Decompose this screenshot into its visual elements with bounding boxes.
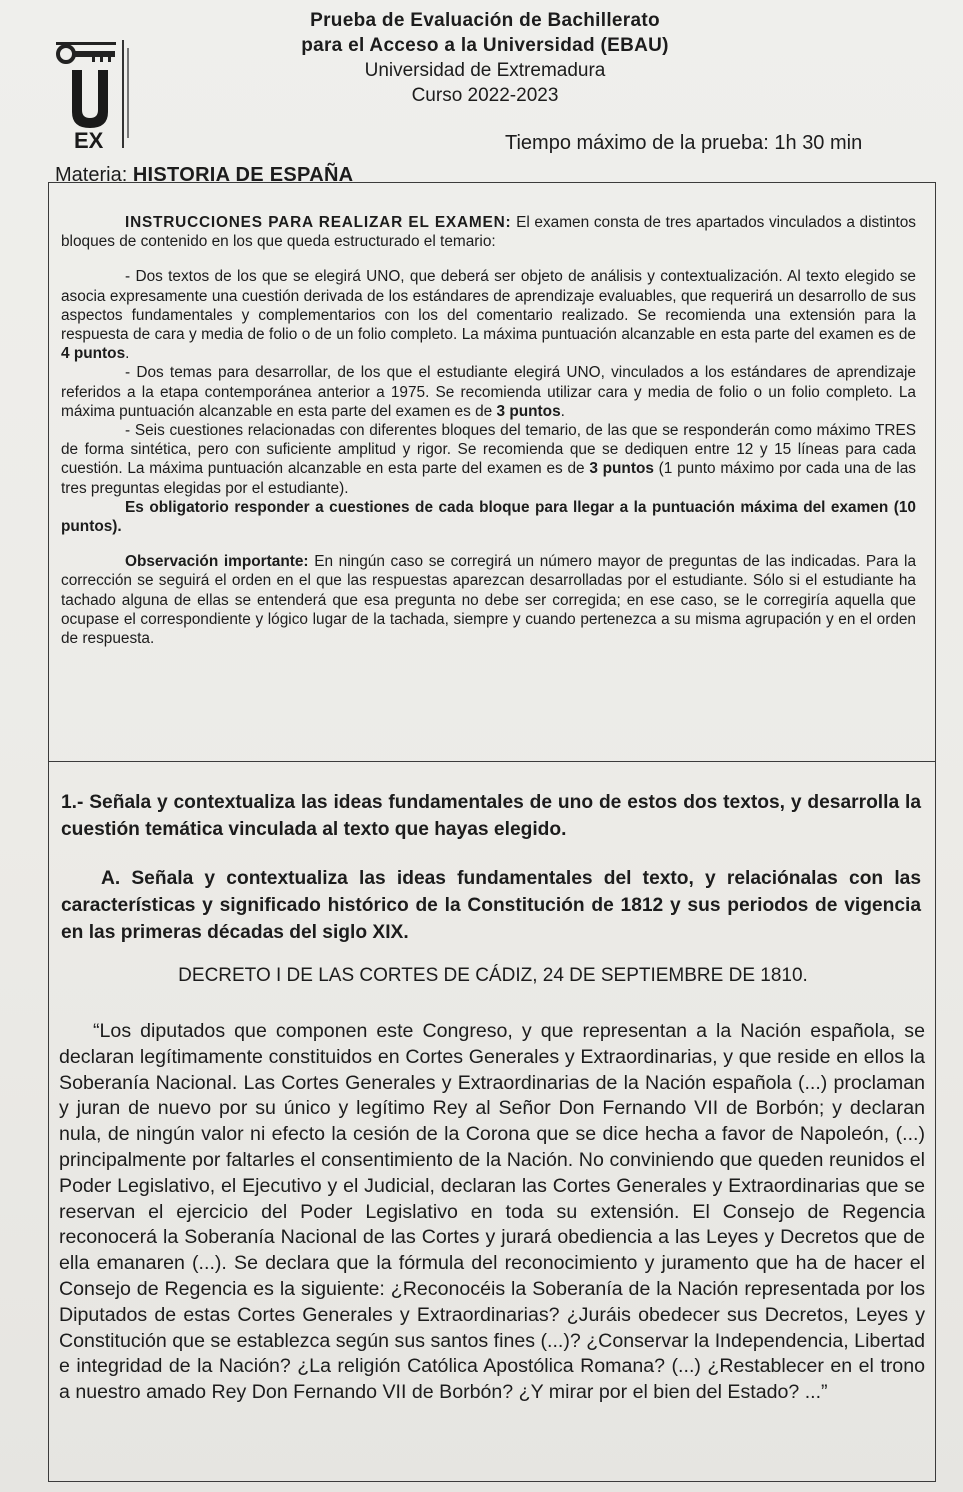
instructions-section: [61, 213, 916, 648]
instruction-item-3-tail: (1 punto máximo por cada una de las tres preguntas elegidas por el estudiante).: [61, 460, 916, 497]
instruction-item-3: [61, 421, 916, 498]
instruction-item-2-text: - Dos temas para desarrollar, de los que el estudiante elegirá UNO, vinculados a los estándares de aprendizaje referidos a la etapa contemporánea anterior a 1975. Se recomienda utilizar cara y media de folio o un folio completo. La máxima puntuación alcanzable en esta parte del examen es de: [61, 364, 916, 420]
instructions-heading: INSTRUCCIONES PARA REALIZAR EL EXAMEN:: [125, 214, 512, 231]
header-line-3: Universidad de Extremadura: [364, 60, 606, 81]
question-1: [61, 789, 921, 946]
subject-label: Materia:: [55, 164, 128, 186]
instruction-item-3-points: 3 puntos: [589, 460, 654, 478]
header-line-2: para el Acceso a la Universidad (EBAU): [301, 35, 669, 56]
subject-value: HISTORIA DE ESPAÑA: [132, 164, 354, 186]
section-divider: [49, 761, 935, 762]
instruction-item-1: - Dos textos de los que se elegirá UNO, que deberá ser objeto de análisis y contextualización. Al texto elegido se asocia expresamente una cuestión derivada de los estándares de aprendizaje evaluables, que requerirá un desarrollo de sus aspectos fundamentales y complementarios con los del comentario realizado. Se recomienda una extensión para la respuesta de cara y media de folio o de un folio completo. La máxima puntuación alcanzable en esta parte del examen es de 4 puntos.: [61, 268, 916, 363]
exam-box: [48, 182, 936, 1482]
instruction-item-1-points: 4 puntos: [61, 345, 126, 363]
observation: [61, 552, 916, 648]
question-1-title: 1.- Señala y contextualiza las ideas fundamentales de uno de estos dos textos, y desarrolla la cuestión temática vinculada al texto que hayas elegido.: [61, 792, 921, 840]
instruction-item-3-text: - Seis cuestiones relacionadas con diferentes bloques del temario, de las que se responderán como máximo TRES de forma sintética, pero con suficiente amplitud y rigor. Se recomienda que se dediquen entre 12 y 15 líneas para cada cuestión. La máxima puntuación alcanzable en esta parte del examen es de: [61, 422, 916, 478]
decree-quote: [59, 1019, 925, 1406]
instruction-item-1-text: - Dos textos de los que se elegirá UNO, que deberá ser objeto de análisis y contextualización. Al texto elegido se asocia expresamente una cuestión derivada de los estándares de aprendizaje evaluables, que requerirá un desarrollo de sus aspectos fundamentales y complementarios con los del comentario realizado. Se recomienda una extensión para la respuesta de cara y media de folio o de un folio completo. La máxima puntuación alcanzable en esta parte del examen es de: [61, 268, 916, 344]
observation-label: Observación importante:: [125, 553, 309, 571]
decree-title: DECRETO I DE LAS CORTES DE CÁDIZ, 24 DE SEPTIEMBRE DE 1810.: [178, 965, 808, 986]
instructions-intro: El examen consta de tres apartados vinculados a distintos bloques de contenido en los que queda estructurado el temario:: [61, 214, 916, 251]
question-1-option-a: A. Señala y contextualiza las ideas fundamentales del texto, y relaciónalas con las características y significado histórico de la Constitución de 1812 y sus periodos de vigencia en las primeras décadas del siglo XIX.: [61, 868, 921, 943]
instruction-item-2-points: 3 puntos: [496, 402, 561, 420]
svg-text:EX: EX: [74, 128, 104, 153]
header-line-1: Prueba de Evaluación de Bachillerato: [310, 10, 660, 31]
instruction-item-2: - Dos temas para desarrollar, de los que el estudiante elegirá UNO, vinculados a los estándares de aprendizaje referidos a la etapa contemporánea anterior a 1975. Se recomienda utilizar cara y media de folio o un folio completo. La máxima puntuación alcanzable en esta parte del examen es de 3 puntos.: [61, 364, 916, 420]
header-line-4: Curso 2022-2023: [411, 85, 559, 106]
time-limit: Tiempo máximo de la prueba: 1h 30 min: [505, 132, 863, 154]
exam-header: [250, 8, 720, 108]
mandatory-note: Es obligatorio responder a cuestiones de cada bloque para llegar a la puntuación máxima del examen (10 puntos).: [61, 498, 916, 536]
decree-quote-text: “Los diputados que componen este Congreso, y que representan a la Nación española, se declaran legítimamente constituidos en Cortes Generales y Extraordinarias, y que reside en ellos la Soberanía Nacional. Las Cortes Generales y Extraordinarias de la Nación española (...) proclaman y juran de nuevo por su único y legítimo Rey al Señor Don Fernando VII de Borbón; y declaran nula, de ningún valor ni efecto la cesión de la Corona que se dice hecha a favor de Napoleón, (...) principalmente por faltarles el consentimiento de la Nación. No conviniendo que queden reunidos el Poder Legislativo, el Ejecutivo y el Judicial, declaran las Cortes Generales y Extraordinarias que se reservan el ejercicio del Poder Legislativo en toda su extensión. El Consejo de Regencia reconocerá la Soberanía Nacional de las Cortes y jurará obediencia a las Leyes y Decretos que de ella emanaren (...). Se declara que la fórmula del reconocimiento y juramento que ha de hacer el Consejo de Regencia es la siguiente: ¿Reconocéis la Soberanía de la Nación representada por los Diputados de estas Cortes Generales y Extraordinarias? ¿Juráis obedecer sus Decretos, Leyes y Constitución que se establezca según sus santos fines (...)? ¿Conservar la Independencia, Libertad e integridad de la Nación? ¿La religión Católica Apostólica Romana? (...) ¿Restablecer en el trono a nuestro amado Rey Don Fernando VII de Borbón? ¿Y mirar por el bien del Estado? ...”: [59, 1020, 925, 1404]
uex-logo-icon: [52, 38, 142, 158]
observation-text: En ningún caso se corregirá un número mayor de preguntas de las indicadas. Para la corrección se seguirá el orden en el que las respuestas aparezcan desarrolladas por el estudiante. Sólo si el estudiante ha tachado alguna de ellas se entenderá que esa pregunta no debe ser corregida; en ese caso, se le corregiría aquella que ocupase el correspondiente y lógico lugar de la tachada, siempre y cuando pertenezca a su misma agrupación y en el orden de respuesta.: [61, 553, 917, 648]
